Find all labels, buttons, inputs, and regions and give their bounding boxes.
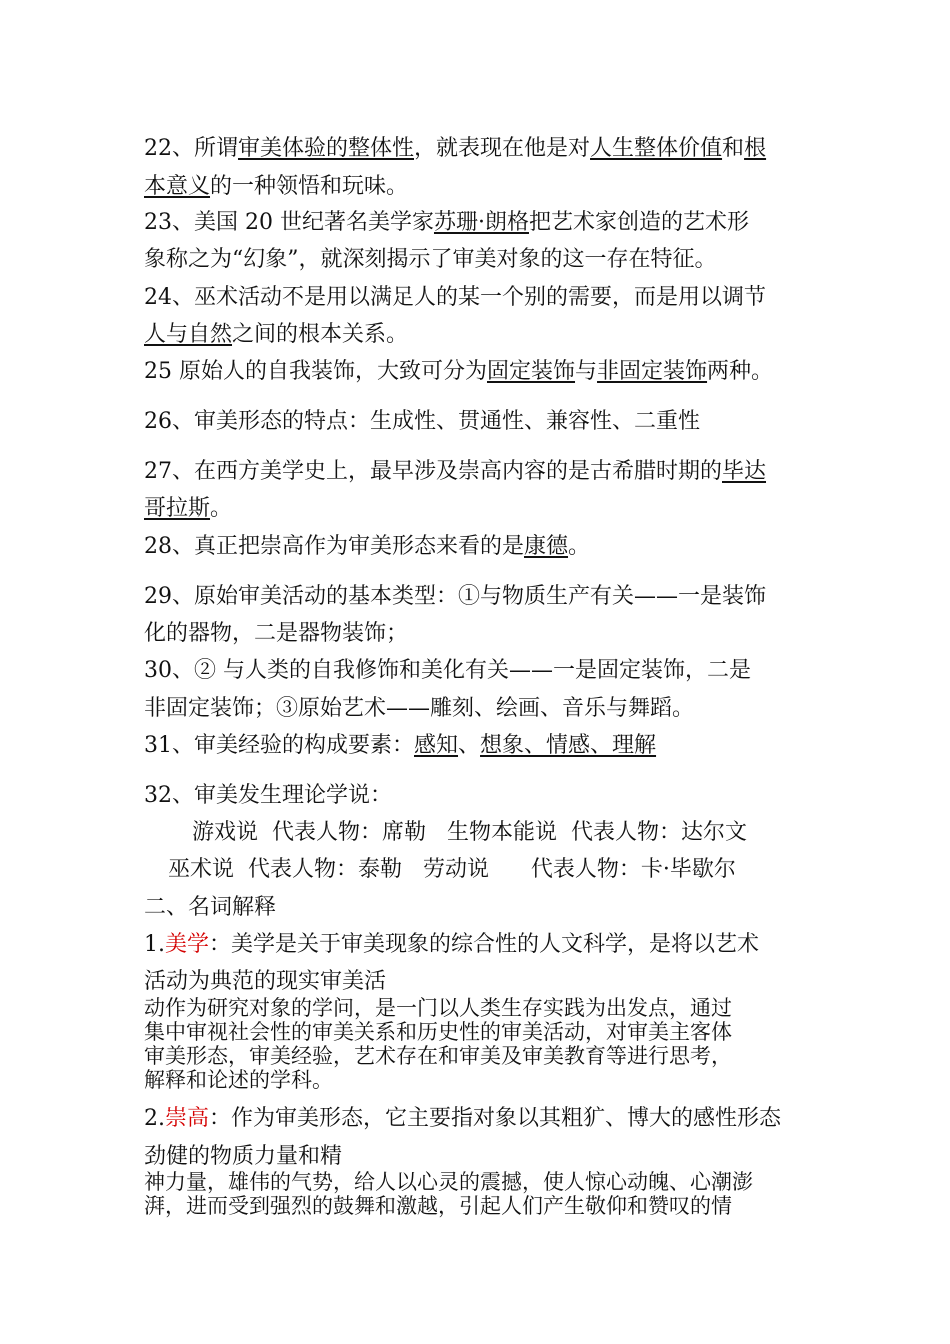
term-1-line-5: 审美形态，审美经验，艺术存在和审美及审美教育等进行思考，: [144, 1044, 732, 1068]
item-31: 31、审美经验的构成要素：感知、想象、情感、理解: [144, 733, 657, 758]
item-22-line-1: 22、所谓审美体验的整体性，就表现在他是对人生整体价值和根: [144, 136, 767, 161]
item-24-line-1: 24、巫术活动不是用以满足人的某一个别的需要，而是用以调节: [144, 285, 766, 310]
item-32-title: 32、审美发生理论学说：: [144, 783, 392, 808]
item-25: 25 原始人的自我装饰，大致可分为固定装饰与非固定装饰两种。: [144, 359, 774, 384]
term-1-line-1: 1.美学：美学是关于审美现象的综合性的人文科学，是将以艺术: [144, 932, 760, 957]
item-29-line-2: 化的器物，二是器物装饰；: [144, 621, 409, 646]
item-26: 26、审美形态的特点：生成性、贯通性、兼容性、二重性: [144, 409, 700, 434]
item-23-line-1: 23、美国 20 世纪著名美学家苏珊·朗格把艺术家创造的艺术形: [144, 210, 749, 235]
term-1-line-4: 集中审视社会性的审美关系和历史性的审美活动，对审美主客体: [144, 1020, 732, 1044]
term-2-line-4: 湃，进而受到强烈的鼓舞和激越，引起人们产生敬仰和赞叹的情: [144, 1194, 732, 1218]
item-27-line-2: 哥拉斯。: [144, 496, 233, 521]
item-30-line-2: 非固定装饰；③原始艺术——雕刻、绘画、音乐与舞蹈。: [144, 696, 695, 721]
section-2-heading: 二、名词解释: [144, 895, 277, 920]
item-27-line-1: 27、在西方美学史上，最早涉及崇高内容的是古希腊时期的毕达: [144, 459, 767, 484]
term-2-line-3: 神力量，雄伟的气势，给人以心灵的震撼，使人惊心动魄、心潮澎: [144, 1170, 753, 1194]
term-1-line-3: 动作为研究对象的学问，是一门以人类生存实践为出发点，通过: [144, 996, 732, 1020]
item-30-line-1: 30、② 与人类的自我修饰和美化有关——一是固定装饰，二是: [144, 658, 751, 683]
item-28: 28、真正把崇高作为审美形态来看的是康德。: [144, 534, 591, 559]
item-32-row-2: 巫术说 代表人物：泰勒 劳动说 代表人物：卡·毕歇尔: [168, 857, 736, 882]
item-24-line-2: 人与自然之间的根本关系。: [144, 322, 409, 347]
term-1-line-2: 活动为典范的现实审美活: [144, 969, 387, 994]
term-2-name: 崇高: [165, 1106, 210, 1131]
item-22-line-2: 本意义的一种领悟和玩味。: [144, 174, 409, 199]
term-1-name: 美学: [165, 932, 210, 957]
item-23-line-2: 象称之为“幻象”，就深刻揭示了审美对象的这一存在特征。: [144, 247, 717, 272]
item-29-line-1: 29、原始审美活动的基本类型：①与物质生产有关——一是装饰: [144, 584, 766, 609]
item-32-row-1: 游戏说 代表人物：席勒 生物本能说 代表人物：达尔文: [192, 820, 747, 845]
term-2-line-2: 劲健的物质力量和精: [144, 1144, 343, 1169]
term-1-line-6: 解释和论述的学科。: [144, 1068, 333, 1092]
term-2-line-1: 2.崇高：作为审美形态，它主要指对象以其粗犷、博大的感性形态: [144, 1106, 782, 1131]
